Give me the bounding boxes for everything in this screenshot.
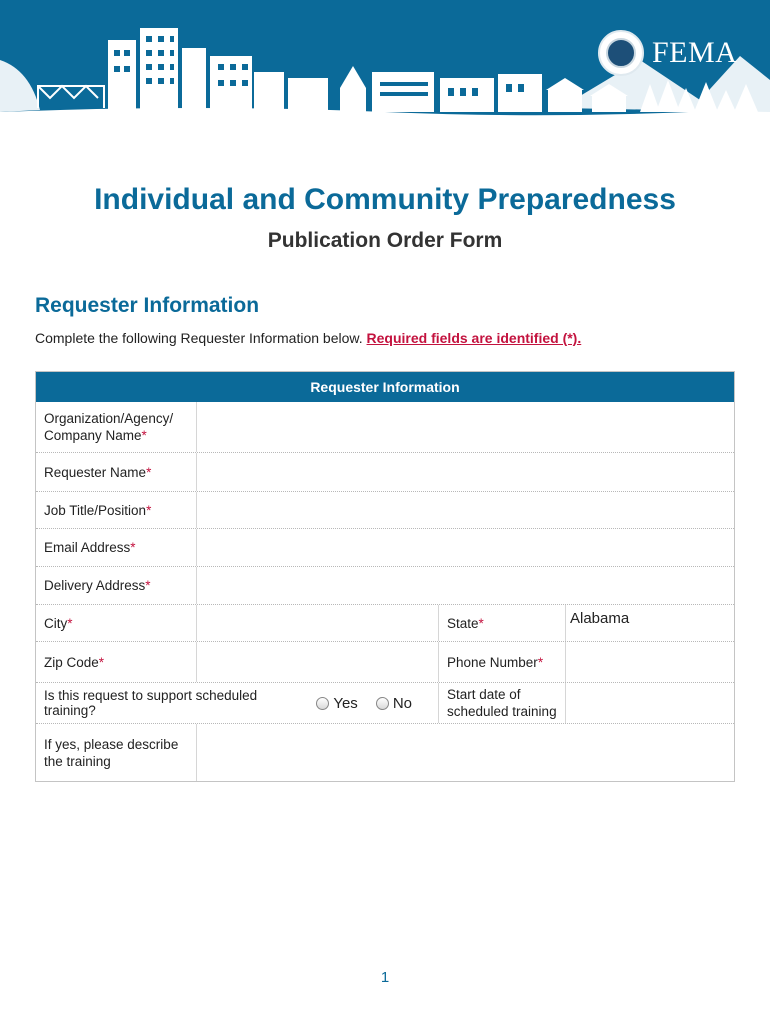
row-requester-name — [36, 452, 734, 491]
email-input[interactable] — [197, 529, 734, 566]
organization-label: Organization/Agency/ Company Name* — [36, 402, 197, 452]
phone-number-input[interactable] — [566, 642, 734, 682]
training-radio-group — [316, 695, 430, 712]
required-fields-note: Required fields are identified (*). — [366, 330, 582, 346]
state-select[interactable] — [566, 605, 734, 641]
document-subtitle: Publication Order Form — [267, 229, 503, 252]
dhs-seal-icon — [598, 30, 644, 76]
yes-radio[interactable] — [316, 697, 329, 710]
row-describe-training — [36, 723, 734, 781]
training-question — [36, 683, 438, 723]
start-date-label: Start date of scheduled training — [438, 683, 566, 723]
fema-wordmark: FEMA — [652, 36, 738, 69]
required-star: * — [478, 615, 484, 631]
row-zip-phone — [36, 641, 734, 682]
state-selected-value: Alabama — [570, 610, 630, 627]
requester-name-label: Requester Name* — [36, 453, 197, 491]
describe-training-input[interactable] — [197, 724, 734, 781]
required-star: * — [146, 464, 152, 480]
required-star: * — [141, 428, 147, 443]
row-delivery-address — [36, 566, 734, 604]
required-star: * — [537, 654, 544, 670]
state-label: State* — [438, 605, 566, 641]
required-star: * — [67, 615, 73, 631]
row-city-state — [36, 604, 734, 641]
row-email — [36, 528, 734, 566]
requester-name-input[interactable] — [197, 453, 734, 491]
required-star: * — [130, 540, 136, 555]
training-question-label: Is this request to support scheduled training? — [44, 688, 258, 718]
city-input[interactable] — [197, 605, 438, 641]
form-header: Requester Information — [36, 372, 734, 402]
header-banner — [0, 0, 770, 128]
delivery-address-label: Delivery Address* — [36, 567, 197, 604]
page-number: 1 — [380, 969, 390, 986]
no-radio[interactable] — [376, 697, 389, 710]
no-radio-label[interactable]: No — [392, 694, 412, 712]
required-star: * — [98, 654, 105, 670]
row-job-title — [36, 491, 734, 528]
organization-input[interactable] — [197, 402, 734, 452]
job-title-input[interactable] — [197, 492, 734, 528]
email-label: Email Address* — [36, 529, 197, 566]
instructions-body: Complete the following Requester Information below. — [35, 330, 363, 346]
describe-training-label: If yes, please describe the training — [36, 724, 197, 781]
instructions-text — [35, 330, 581, 346]
required-star: * — [145, 578, 151, 593]
job-title-label: Job Title/Position* — [36, 492, 197, 528]
document-title: Individual and Community Preparedness — [94, 183, 676, 216]
city-label: City* — [36, 605, 197, 641]
row-scheduled-training — [36, 682, 734, 723]
zip-code-input[interactable] — [197, 642, 438, 682]
row-organization — [36, 402, 734, 452]
zip-code-label: Zip Code* — [36, 642, 197, 682]
fema-logo — [598, 28, 737, 78]
start-date-input[interactable] — [566, 683, 734, 723]
required-star: * — [146, 502, 152, 518]
requester-information-form — [35, 371, 735, 782]
yes-radio-label[interactable]: Yes — [333, 694, 358, 712]
section-heading: Requester Information — [35, 294, 260, 317]
phone-number-label: Phone Number* — [438, 642, 566, 682]
delivery-address-input[interactable] — [197, 567, 734, 604]
